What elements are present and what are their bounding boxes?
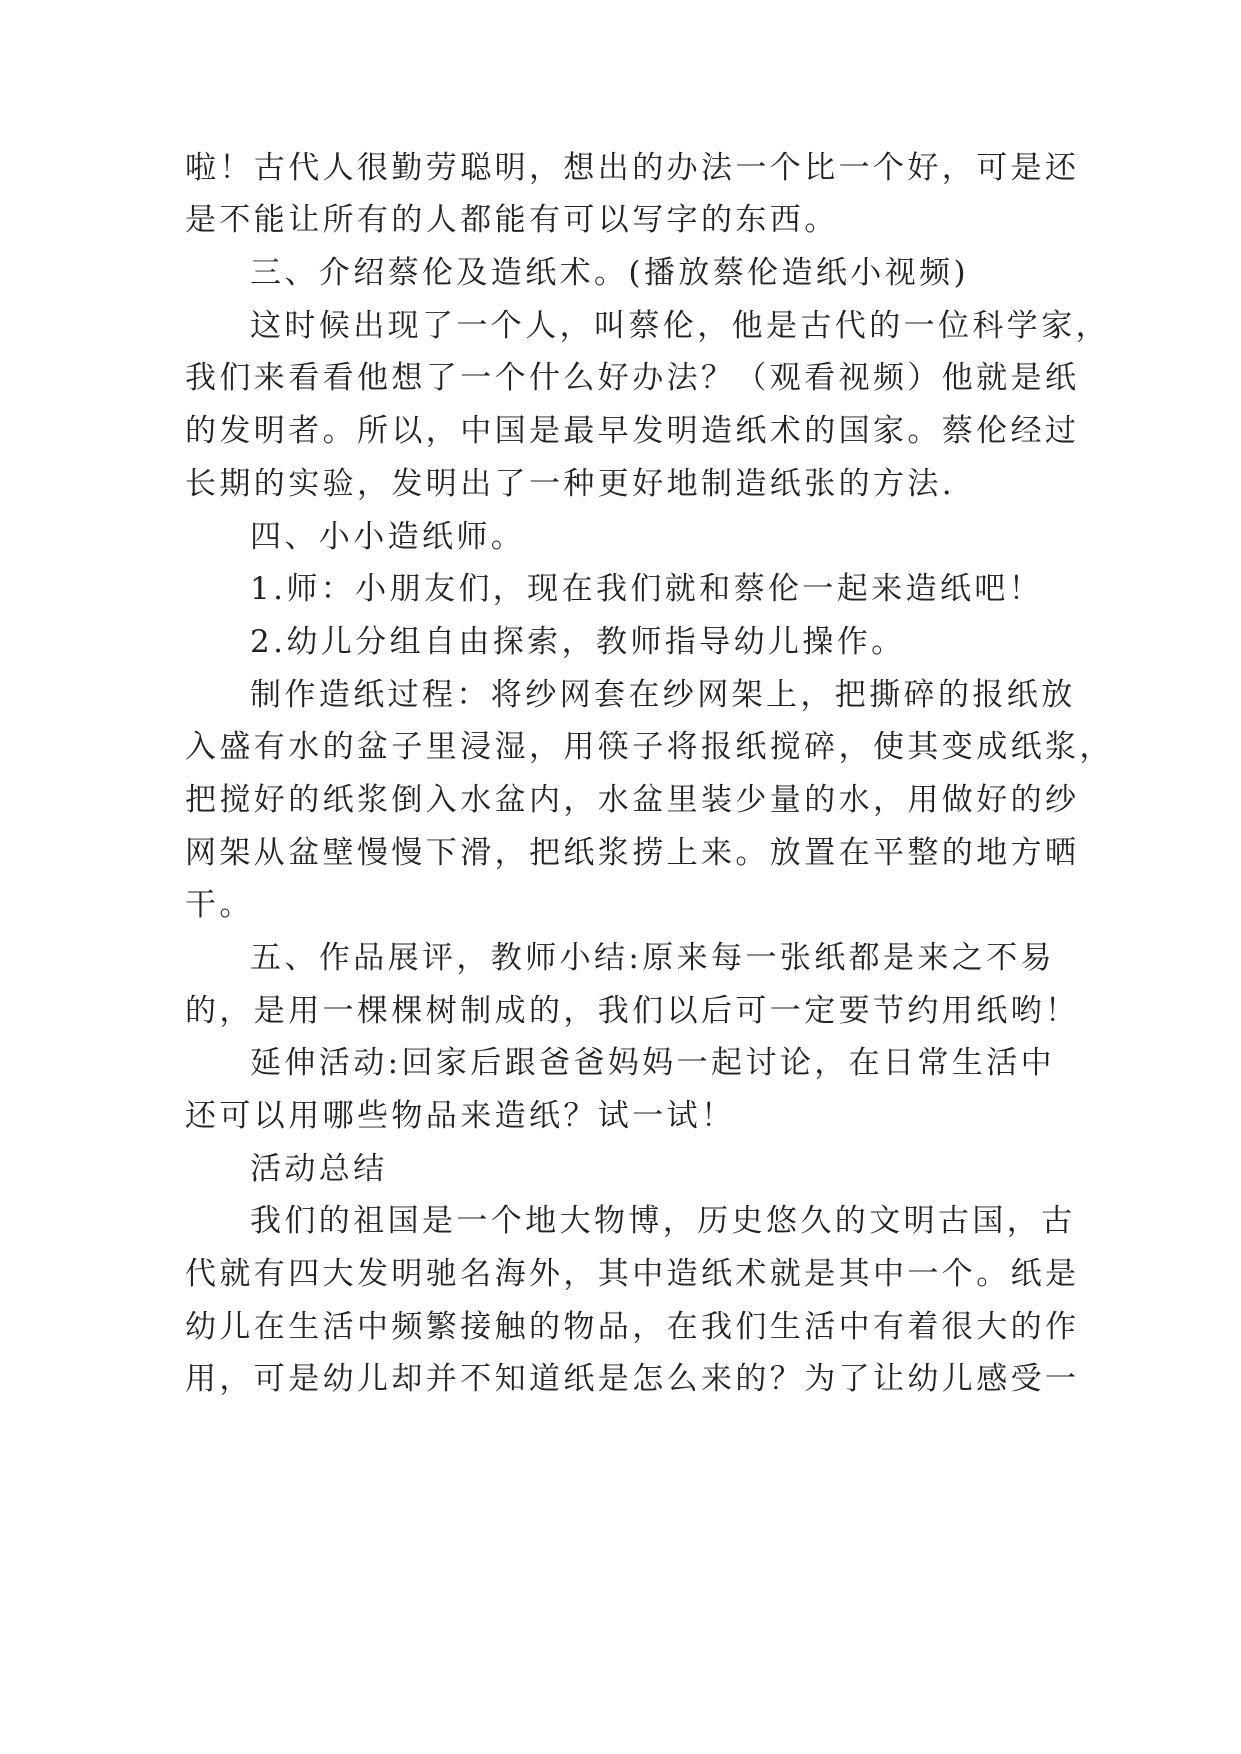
text-line: 制作造纸过程：将纱网套在纱网架上，把撕碎的报纸放 — [250, 677, 1076, 713]
section-heading: 四、小小造纸师。 — [250, 519, 526, 555]
text-line: 啦！古代人很勤劳聪明，想出的办法一个比一个好，可是还 — [185, 150, 1080, 186]
text-line: 网架从盆壁慢慢下滑，把纸浆捞上来。放置在平整的地方晒 — [185, 835, 1080, 871]
text-line: 还可以用哪些物品来造纸？试一试！ — [185, 1098, 736, 1134]
text-line: 幼儿在生活中频繁接触的物品，在我们生活中有着很大的作 — [185, 1309, 1080, 1345]
list-item: 2.幼儿分组自由探索，教师指导幼儿操作。 — [250, 624, 906, 660]
text-line: 把搅好的纸浆倒入水盆内，水盆里装少量的水，用做好的纱 — [185, 782, 1080, 818]
section-heading: 三、介绍蔡伦及造纸术。(播放蔡伦造纸小视频) — [250, 255, 969, 291]
section-heading: 五、作品展评，教师小结:原来每一张纸都是来之不易 — [250, 940, 1056, 976]
text-line: 这时候出现了一个人，叫蔡伦，他是古代的一位科学家， — [250, 308, 1110, 344]
text-line: 入盛有水的盆子里浸湿，用筷子将报纸搅碎，使其变成纸浆， — [185, 729, 1114, 765]
text-line: 的发明者。所以，中国是最早发明造纸术的国家。蔡伦经过 — [185, 413, 1080, 449]
text-line: 干。 — [185, 887, 254, 923]
text-line: 长期的实验，发明出了一种更好地制造纸张的方法. — [185, 466, 956, 502]
text-line: 用，可是幼儿却并不知道纸是怎么来的？为了让幼儿感受一 — [185, 1361, 1080, 1397]
list-item: 1.师：小朋友们，现在我们就和蔡伦一起来造纸吧！ — [250, 571, 1044, 607]
text-line: 是不能让所有的人都能有可以写字的东西。 — [185, 202, 839, 238]
text-line: 代就有四大发明驰名海外，其中造纸术就是其中一个。纸是 — [185, 1256, 1080, 1292]
text-line: 延伸活动:回家后跟爸爸妈妈一起讨论，在日常生活中 — [250, 1045, 1056, 1081]
text-line: 我们的祖国是一个地大物博，历史悠久的文明古国，古 — [250, 1203, 1076, 1239]
section-heading: 活动总结 — [250, 1151, 388, 1187]
text-line: 我们来看看他想了一个什么好办法？（观看视频）他就是纸 — [185, 360, 1080, 396]
text-line: 的，是用一棵棵树制成的，我们以后可一定要节约用纸哟！ — [185, 993, 1080, 1029]
